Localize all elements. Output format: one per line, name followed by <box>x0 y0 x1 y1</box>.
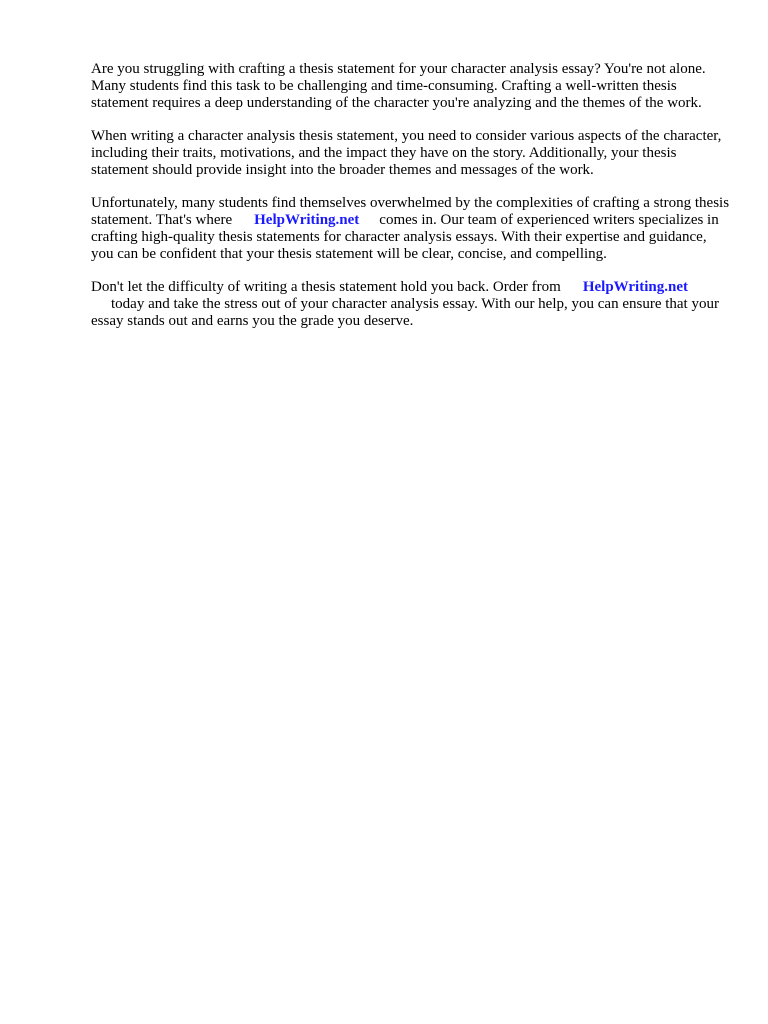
paragraph-aspects <box>91 128 731 179</box>
helpwriting-link[interactable]: HelpWriting.net <box>254 212 360 228</box>
paragraph-order-text-before: Don't let the difficulty of writing a thesis statement hold you back. Order from <box>91 279 561 295</box>
helpwriting-order-link[interactable]: HelpWriting.net <box>582 279 688 295</box>
paragraph-aspects-text: When writing a character analysis thesis statement, you need to consider various aspects of the character, including their traits, motivations, and the impact they have on the story. Additionally, your thesis statement should provide insight into the broader themes and messages of the work. <box>91 128 722 178</box>
paragraph-service-text-before: Unfortunately, many students find themselves overwhelmed by the complexities of crafting a strong thesis statement. That's where <box>91 195 730 228</box>
paragraph-service-text-after: comes in. Our team of experienced writers specializes in crafting high-quality thesis statements for character analysis essays. With their expertise and guidance, you can be confident that your thesis statement will be clear, concise, and compelling. <box>91 212 719 262</box>
paragraph-intro <box>91 61 731 112</box>
paragraph-intro-text: Are you struggling with crafting a thesis statement for your character analysis essay? You're not alone. Many students find this task to be challenging and time-consuming. Crafting a well-written thesis statement requires a deep understanding of the character you're analyzing and the themes of the work. <box>91 61 706 111</box>
paragraph-order-text-after: today and take the stress out of your character analysis essay. With our help, you can ensure that your essay stands out and earns you the grade you deserve. <box>91 296 719 329</box>
paragraph-service <box>91 195 731 263</box>
document-body <box>91 61 731 346</box>
paragraph-order <box>91 279 731 330</box>
